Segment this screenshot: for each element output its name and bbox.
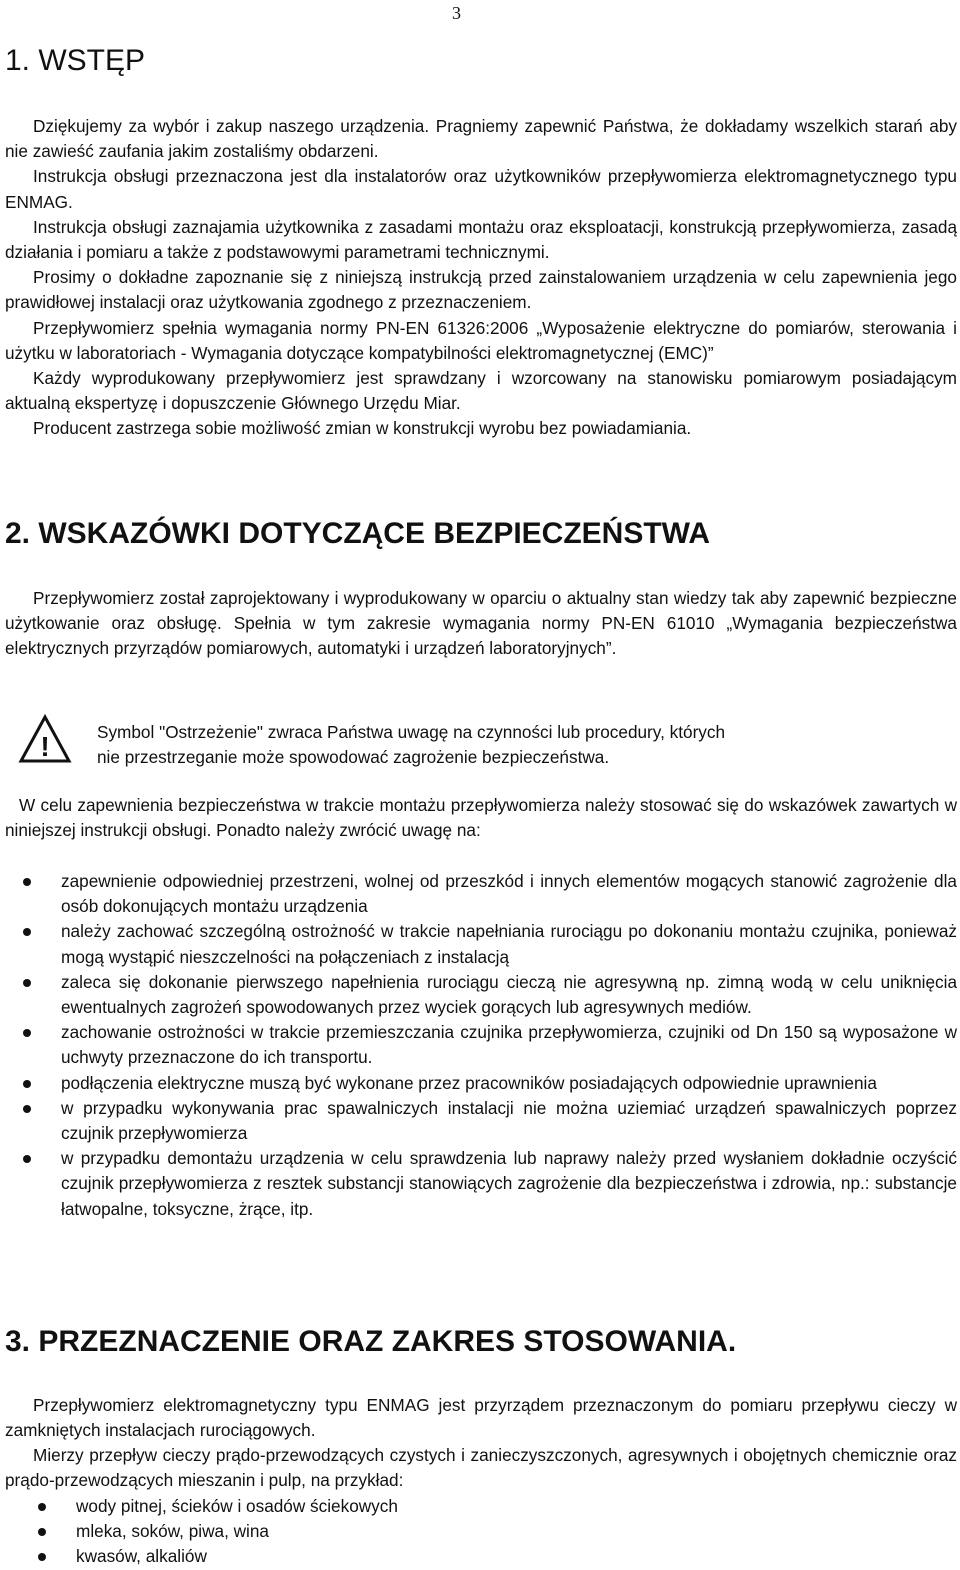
safety-bullet-list: [61, 869, 957, 1222]
warning-note: [97, 720, 897, 770]
list-item: zaleca się dokonanie pierwszego napełnienia rurociągu cieczą nie agresywną np. zimną wodą w celu uniknięcia ewentualnych zagrożeń spowodowanych przez wyciek gorących lub agresywnych mediów.: [61, 970, 957, 1020]
bullet-icon: [38, 1503, 46, 1511]
warning-triangle-icon: [18, 714, 72, 764]
list-item: w przypadku demontażu urządzenia w celu sprawdzenia lub naprawy należy przed wysłaniem dokładnie oczyścić czujnik przepływomierza z resztek substancji stanowiących zagrożenie dla bezpieczeństwa i zdrowia, np.: substancje łatwopalne, toksyczne, żrące, itp.: [61, 1146, 957, 1222]
bullet-icon: [23, 979, 31, 987]
section-2-heading: 2. WSKAZÓWKI DOTYCZĄCE BEZPIECZEŃSTWA: [5, 517, 710, 550]
section-1-body: [5, 114, 957, 442]
bullet-icon: [23, 878, 31, 886]
safety-intro-paragraph: Przepływomierz został zaprojektowany i wyprodukowany w oparciu o aktualny stan wiedzy tak aby zapewnić bezpieczne użytkowanie oraz obsługę. Spełnia w tym zakresie wymagania normy PN-EN 61010 „Wymagania bezpieczeństwa elektrycznych przyrządów pomiarowych, automatyki i urządzeń laboratoryjnych”.: [5, 588, 957, 659]
manufacturer-note: Producent zastrzega sobie możliwość zmian w konstrukcji wyrobu bez powiadamiania.: [33, 418, 692, 439]
calibration-paragraph: Każdy wyprodukowany przepływomierz jest sprawdzany i wzorcowany na stanowisku pomiarowym posiadającym aktualną ekspertyzę i dopuszczenie Głównego Urzędu Miar.: [5, 368, 957, 414]
bullet-icon: [23, 1155, 31, 1163]
bullet-icon: [23, 1029, 31, 1037]
list-item: należy zachować szczególną ostrożność w trakcie napełniania rurociągu po dokonaniu montażu czujnika, ponieważ mogą wystąpić nieszczelności na połączeniach z instalacją: [61, 919, 957, 969]
safety-guidelines-paragraph: W celu zapewnienia bezpieczeństwa w trakcie montażu przepływomierza należy stosować się do wskazówek zawartych w niniejszej instrukcji obsługi. Ponadto należy zwrócić uwagę na:: [5, 795, 957, 841]
list-item: wody pitnej, ścieków i osadów ściekowych: [76, 1494, 876, 1519]
purpose-paragraph: Instrukcja obsługi przeznaczona jest dla instalatorów oraz użytkowników przepływomierza elektromagnetycznego typu ENMAG.: [5, 166, 957, 212]
warning-symbol: !: [40, 731, 50, 762]
section-1-heading: 1. WSTĘP: [5, 44, 146, 77]
list-item: w przypadku wykonywania prac spawalniczych instalacji nie można uziemiać urządzeń spawalniczych poprzez czujnik przepływomierza: [61, 1096, 957, 1146]
media-bullet-list: [76, 1494, 876, 1570]
list-item: kwasów, alkaliów: [76, 1544, 876, 1569]
measured-media-paragraph: Mierzy przepływ cieczy prądo-przewodzących czystych i zanieczyszczonych, agresywnych i obojętnych chemicznie oraz prądo-przewodzących mieszanin i pulp, na przykład:: [5, 1445, 957, 1491]
bullet-icon: [23, 1080, 31, 1088]
warning-line-2: nie przestrzeganie może spowodować zagrożenie bezpieczeństwa.: [97, 747, 610, 768]
scope-paragraph: Instrukcja obsługi zaznajamia użytkownika z zasadami montażu oraz eksploatacji, konstrukcją przepływomierza, zasadą działania i pomiaru a także z podstawowymi parametrami technicznymi.: [5, 216, 957, 263]
section-3-heading: 3. PRZEZNACZENIE ORAZ ZAKRES STOSOWANIA.: [5, 1325, 737, 1358]
bullet-icon: [38, 1553, 46, 1561]
list-item: zapewnienie odpowiedniej przestrzeni, wolnej od przeszkód i innych elementów mogących stanowić zagrożenie dla osób dokonujących montażu urządzenia: [61, 869, 957, 919]
purpose-definition-paragraph: Przepływomierz elektromagnetyczny typu ENMAG jest przyrządem przeznaczonym do pomiaru przepływu cieczy w zamkniętych instalacjach rurociągowych.: [5, 1395, 957, 1441]
page-number: 3: [452, 3, 461, 23]
intro-paragraph: Dziękujemy za wybór i zakup naszego urządzenia. Pragniemy zapewnić Państwa, że dokładamy wszelkich starań aby nie zawieść zaufania jakim zostaliśmy obdarzeni.: [5, 116, 957, 162]
list-item: mleka, soków, piwa, wina: [76, 1519, 876, 1544]
warning-line-1: Symbol "Ostrzeżenie" zwraca Państwa uwagę na czynności lub procedury, których: [97, 722, 726, 742]
bullet-icon: [38, 1528, 46, 1536]
list-item: zachowanie ostrożności w trakcie przemieszczania czujnika przepływomierza, czujniki od Dn 150 są wyposażone w uchwyty przeznaczone do ich transportu.: [61, 1020, 957, 1070]
reading-request-paragraph: Prosimy o dokładne zapoznanie się z niniejszą instrukcją przed zainstalowaniem urządzenia w celu zapewnienia jego prawidłowej instalacji oraz użytkowania zgodnego z przeznaczeniem.: [5, 267, 957, 313]
bullet-icon: [23, 1105, 31, 1113]
bullet-icon: [23, 928, 31, 936]
standard-paragraph: Przepływomierz spełnia wymagania normy PN-EN 61326:2006 „Wyposażenie elektryczne do pomiarów, sterowania i użytku w laboratoriach - Wymagania dotyczące kompatybilności elektromagnetycznej (EMC)”: [5, 317, 957, 363]
list-item: podłączenia elektryczne muszą być wykonane przez pracowników posiadających odpowiednie uprawnienia: [61, 1071, 957, 1096]
